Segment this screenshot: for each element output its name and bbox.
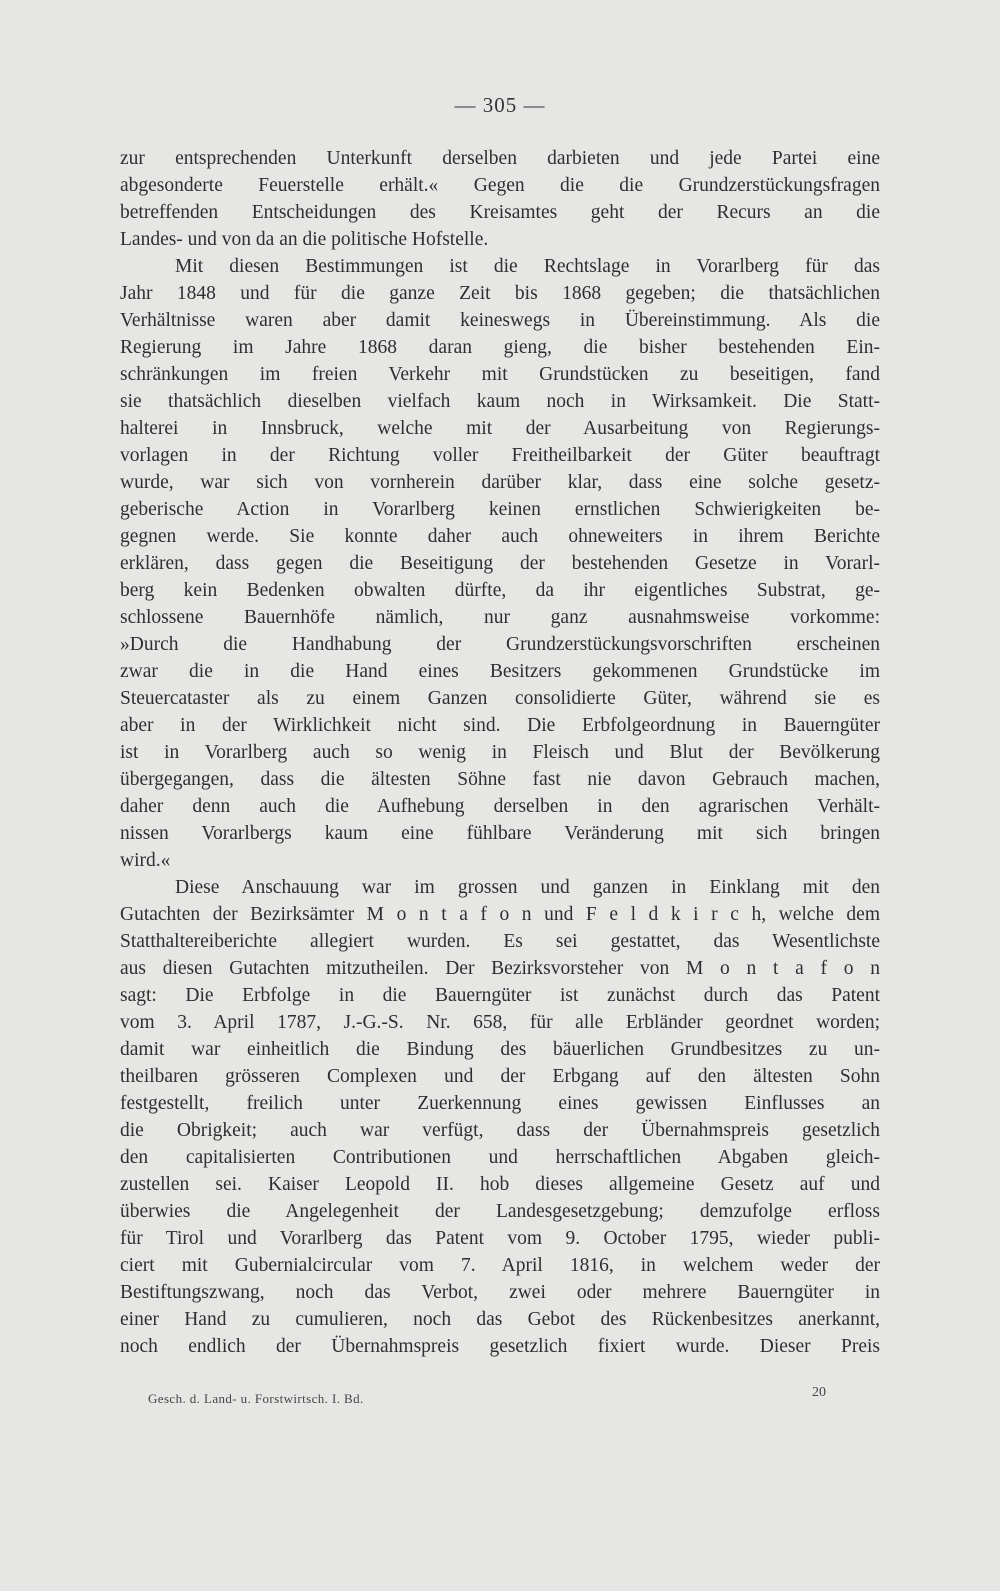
text-line: Statthaltereiberichte allegiert wurden. Es sei gestattet, das Wesentlichste [120, 931, 880, 952]
text-line: für Tirol und Vorarlberg das Patent vom 9. October 1795, wieder publi- [120, 1228, 880, 1249]
sheet-number: 20 [812, 1385, 826, 1400]
text-line: zur entsprechenden Unterkunft derselben darbieten und jede Partei eine [120, 148, 880, 169]
text-line: die Obrigkeit; auch war verfügt, dass der Übernahmspreis gesetzlich [120, 1120, 880, 1141]
text-line: sie thatsächlich dieselben vielfach kaum noch in Wirksamkeit. Die Statt- [120, 391, 880, 412]
text-line: Gutachten der Bezirksämter M o n t a f o n und F e l d k i r c h, welche dem [120, 904, 880, 925]
text-line: betreffenden Entscheidungen des Kreisamtes geht der Recurs an die [120, 202, 880, 223]
signature-mark: Gesch. d. Land- u. Forstwirtsch. I. Bd. [148, 1391, 364, 1406]
text-line: aber in der Wirklichkeit nicht sind. Die Erbfolgeordnung in Bauerngüter [120, 715, 880, 736]
text-line: wird.« [120, 850, 171, 871]
text-line: Diese Anschauung war im grossen und ganzen in Einklang mit den [175, 877, 880, 898]
text-line: schränkungen im freien Verkehr mit Grundstücken zu beseitigen, fand [120, 364, 880, 385]
text-line: theilbaren grösseren Complexen und der Erbgang auf den ältesten Sohn [120, 1066, 880, 1087]
text-line: geberische Action in Vorarlberg keinen ernstlichen Schwierigkeiten be- [120, 499, 880, 520]
text-line: erklären, dass gegen die Beseitigung der bestehenden Gesetze in Vorarl- [120, 553, 880, 574]
text-line: Verhältnisse waren aber damit keineswegs in Übereinstimmung. Als die [120, 310, 880, 331]
text-line: vorlagen in der Richtung voller Freitheilbarkeit der Güter beauftragt [120, 445, 880, 466]
text-line: ciert mit Gubernialcircular vom 7. April 1816, in welchem weder der [120, 1255, 880, 1276]
text-line: einer Hand zu cumulieren, noch das Gebot des Rückenbesitzes anerkannt, [120, 1309, 880, 1330]
text-line: nissen Vorarlbergs kaum eine fühlbare Veränderung mit sich bringen [120, 823, 880, 844]
text-line: Bestiftungszwang, noch das Verbot, zwei oder mehrere Bauerngüter in [120, 1282, 880, 1303]
text-line: sagt: Die Erbfolge in die Bauerngüter ist zunächst durch das Patent [120, 985, 880, 1006]
text-line: »Durch die Handhabung der Grundzerstückungsvorschriften erscheinen [120, 634, 880, 655]
page-number: — 305 — [454, 93, 546, 117]
text-line: noch endlich der Übernahmspreis gesetzlich fixiert wurde. Dieser Preis [120, 1336, 880, 1357]
text-line: festgestellt, freilich unter Zuerkennung eines gewissen Einflusses an [120, 1093, 880, 1114]
text-line: den capitalisierten Contributionen und herrschaftlichen Abgaben gleich- [120, 1147, 880, 1168]
text-line: abgesonderte Feuerstelle erhält.« Gegen die die Grundzerstückungsfragen [120, 175, 880, 196]
text-line: ist in Vorarlberg auch so wenig in Fleisch und Blut der Bevölkerung [120, 742, 880, 763]
text-line: halterei in Innsbruck, welche mit der Ausarbeitung von Regierungs- [120, 418, 880, 439]
text-line: zwar die in die Hand eines Besitzers gekommenen Grundstücke im [120, 661, 880, 682]
text-line: Mit diesen Bestimmungen ist die Rechtslage in Vorarlberg für das [175, 256, 880, 277]
text-line: übergegangen, dass die ältesten Söhne fast nie davon Gebrauch machen, [120, 769, 880, 790]
text-line: schlossene Bauernhöfe nämlich, nur ganz ausnahmsweise vorkomme: [120, 607, 880, 628]
text-line: Landes- und von da an die politische Hofstelle. [120, 229, 489, 250]
text-line: daher denn auch die Aufhebung derselben in den agrarischen Verhält- [120, 796, 880, 817]
text-line: Jahr 1848 und für die ganze Zeit bis 1868 gegeben; die thatsächlichen [120, 283, 880, 304]
text-line: zustellen sei. Kaiser Leopold II. hob dieses allgemeine Gesetz auf und [120, 1174, 880, 1195]
text-line: wurde, war sich von vornherein darüber klar, dass eine solche gesetz- [120, 472, 880, 493]
text-line: Regierung im Jahre 1868 daran gieng, die bisher bestehenden Ein- [120, 337, 880, 358]
text-line: aus diesen Gutachten mitzutheilen. Der Bezirksvorsteher von M o n t a f o n [120, 958, 880, 979]
text-line: Steuercataster als zu einem Ganzen consolidierte Güter, während sie es [120, 688, 880, 709]
text-line: berg kein Bedenken obwalten dürfte, da ihr eigentliches Substrat, ge- [120, 580, 880, 601]
text-line: gegnen werde. Sie konnte daher auch ohneweiters in ihrem Berichte [120, 526, 880, 547]
text-line: damit war einheitlich die Bindung des bäuerlichen Grundbesitzes zu un- [120, 1039, 880, 1060]
text-line: überwies die Angelegenheit der Landesgesetzgebung; demzufolge erfloss [120, 1201, 880, 1222]
text-line: vom 3. April 1787, J.-G.-S. Nr. 658, für alle Erbländer geordnet worden; [120, 1012, 880, 1033]
